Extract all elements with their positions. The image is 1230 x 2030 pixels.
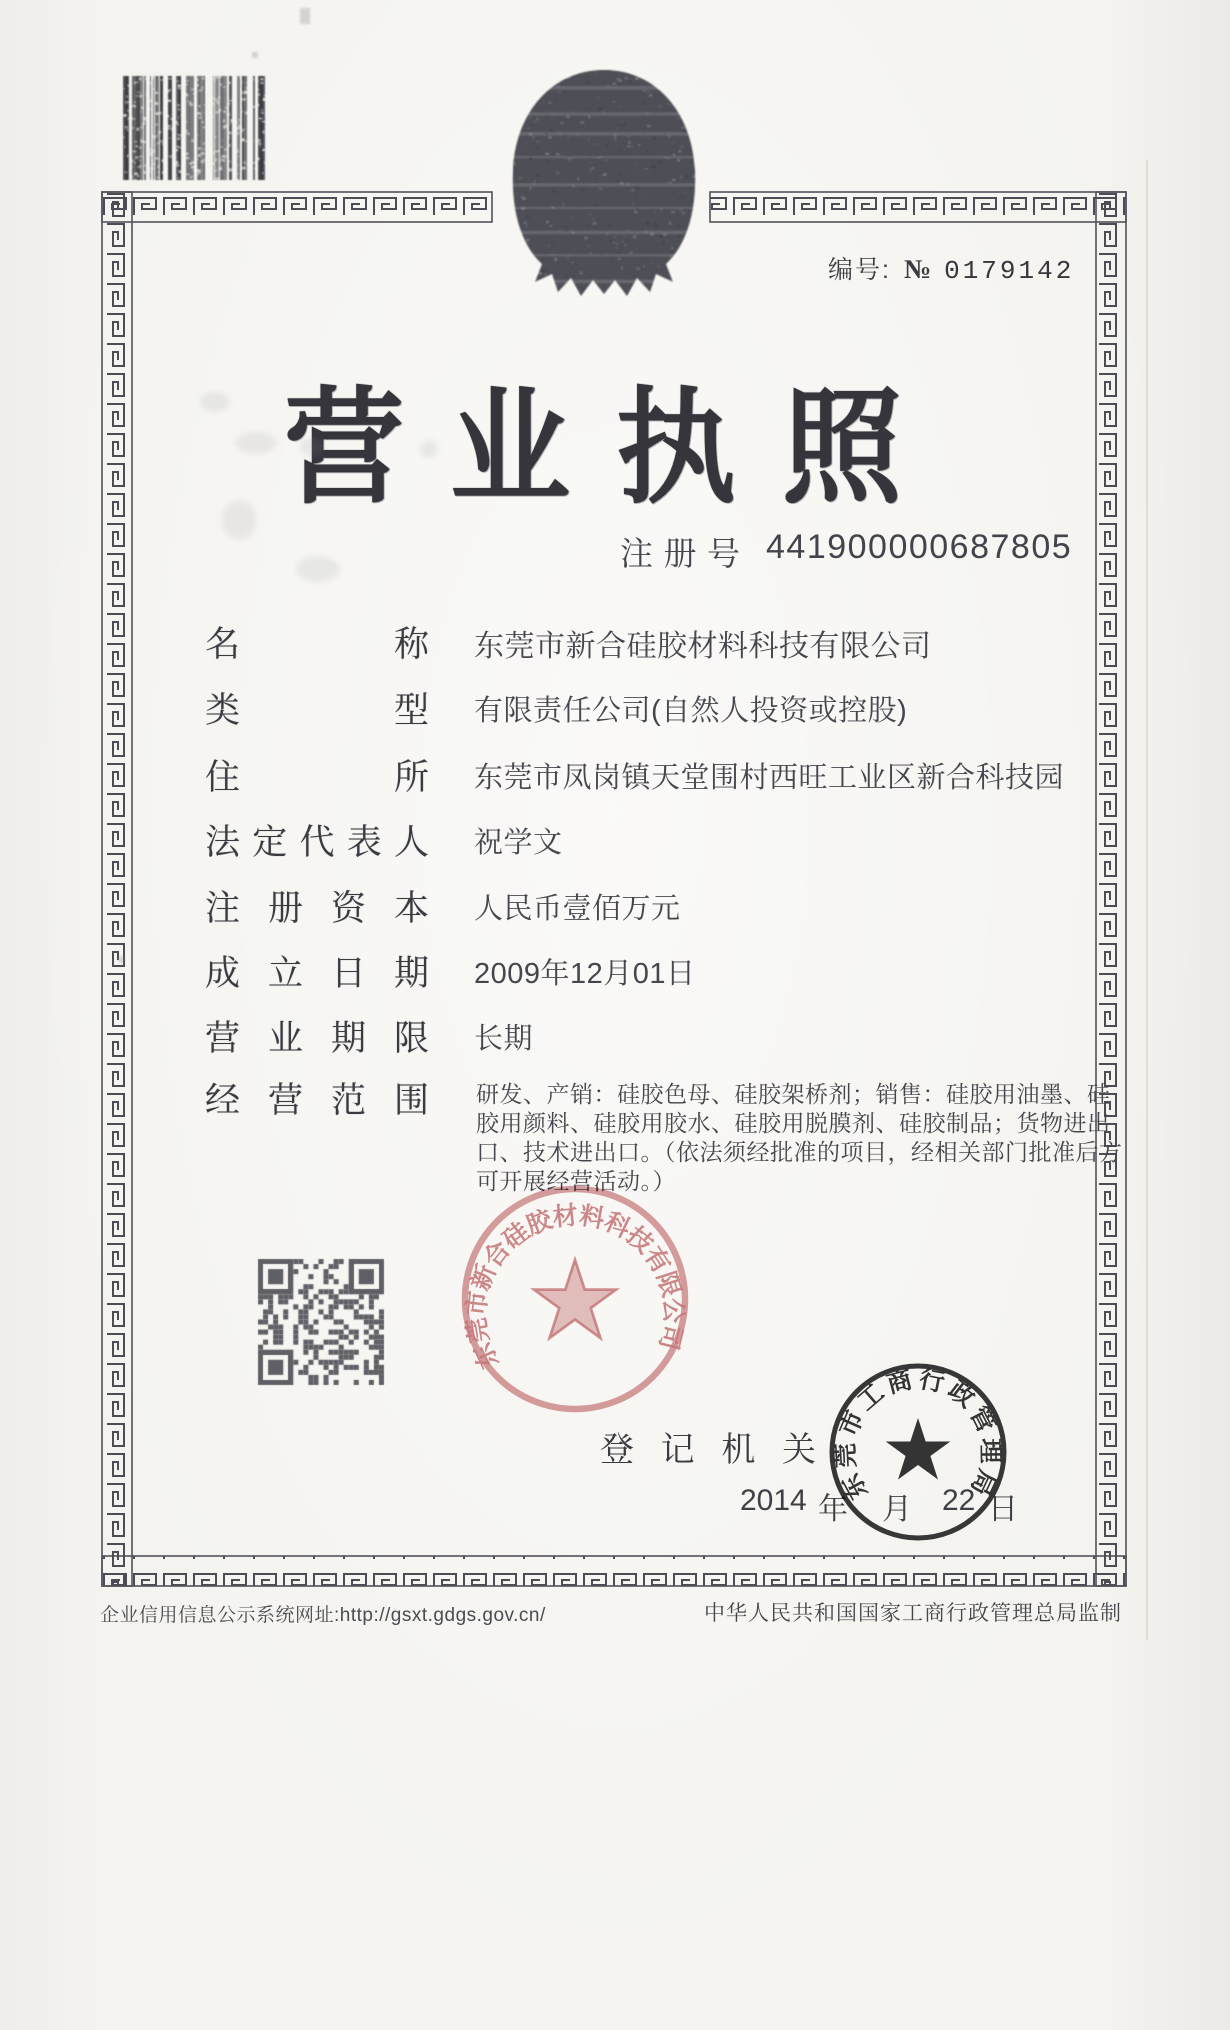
field-value-type: 有限责任公司(自然人投资或控股) (474, 695, 908, 727)
issue-date-year: 2014 (740, 1484, 807, 1517)
field-label-name: 名称 (205, 625, 429, 664)
registrar-label: 登记机关 (600, 1431, 816, 1469)
national-emblem-icon (496, 66, 712, 298)
serial-line (828, 250, 1074, 286)
field-value-business-scope: 研发、产销：硅胶色母、硅胶架桥剂；销售：硅胶用油墨、硅胶用颜料、硅胶用胶水、硅胶用脱膜剂、硅胶制品；货物进出口、技术进出口。（依法须经批准的项目，经相关部门批准后方可开展经营活动。） (476, 1081, 1123, 1194)
company-seal-text: 东莞市新合硅胶材料科技有限公司 (462, 1201, 688, 1373)
field-label-registered-capital: 注册资本 (205, 889, 429, 928)
issue-date-day: 22 (942, 1484, 976, 1517)
numero-symbol: № (903, 254, 932, 284)
company-red-seal (452, 1176, 698, 1422)
registration-number-label: 注册号 (620, 535, 740, 572)
scan-smudge (420, 440, 438, 458)
field-value-business-term: 长期 (474, 1023, 534, 1055)
field-value-name: 东莞市新合硅胶材料科技有限公司 (474, 630, 932, 663)
serial-number: 0179142 (944, 256, 1075, 286)
scan-mark (252, 52, 258, 58)
scan-smudge (300, 438, 324, 456)
scan-smudge (235, 432, 277, 454)
serial-label: 编号: (828, 256, 891, 284)
field-label-business-scope: 经营范围 (205, 1081, 429, 1120)
registrar-seal-text: 东莞市工商行政管理局 (831, 1365, 1005, 1505)
scan-smudge (222, 500, 256, 540)
qr-code (253, 1254, 389, 1390)
field-label-address: 住所 (205, 758, 429, 797)
field-value-establish-date: 2009年12月01日 (474, 958, 696, 990)
scan-smudge (200, 392, 230, 412)
field-value-legal-representative: 祝学文 (474, 827, 563, 859)
field-value-address: 东莞市凤岗镇天堂围村西旺工业区新合科技园 (474, 762, 1065, 794)
issue-date-month-unit: 月 (882, 1493, 912, 1526)
barcode-image (123, 74, 266, 182)
red-seal-star-icon (534, 1260, 616, 1338)
black-seal-star-icon (886, 1418, 951, 1480)
scan-mark (300, 8, 310, 24)
page-title: 营业执照 (284, 378, 948, 519)
field-label-legal-representative: 法定代表人 (205, 823, 429, 862)
issue-date-day-unit: 日 (988, 1493, 1018, 1526)
issue-date-year-unit: 年 (818, 1493, 848, 1526)
field-label-business-term: 营业期限 (205, 1019, 429, 1058)
field-value-registered-capital: 人民币壹佰万元 (474, 893, 681, 925)
field-label-establish-date: 成立日期 (205, 954, 429, 993)
footer-public-info-url: 企业信用信息公示系统网址:http://gsxt.gdgs.gov.cn/ (100, 1605, 546, 1626)
field-label-type: 类型 (205, 691, 429, 730)
paper-edge-line (1146, 160, 1148, 1640)
footer-issuing-authority: 中华人民共和国国家工商行政管理总局监制 (704, 1602, 1122, 1625)
registrar-black-seal (826, 1360, 1010, 1544)
scan-mark (118, 956, 125, 963)
scan-smudge (296, 556, 340, 582)
registration-number-value: 441900000687805 (766, 528, 1073, 566)
